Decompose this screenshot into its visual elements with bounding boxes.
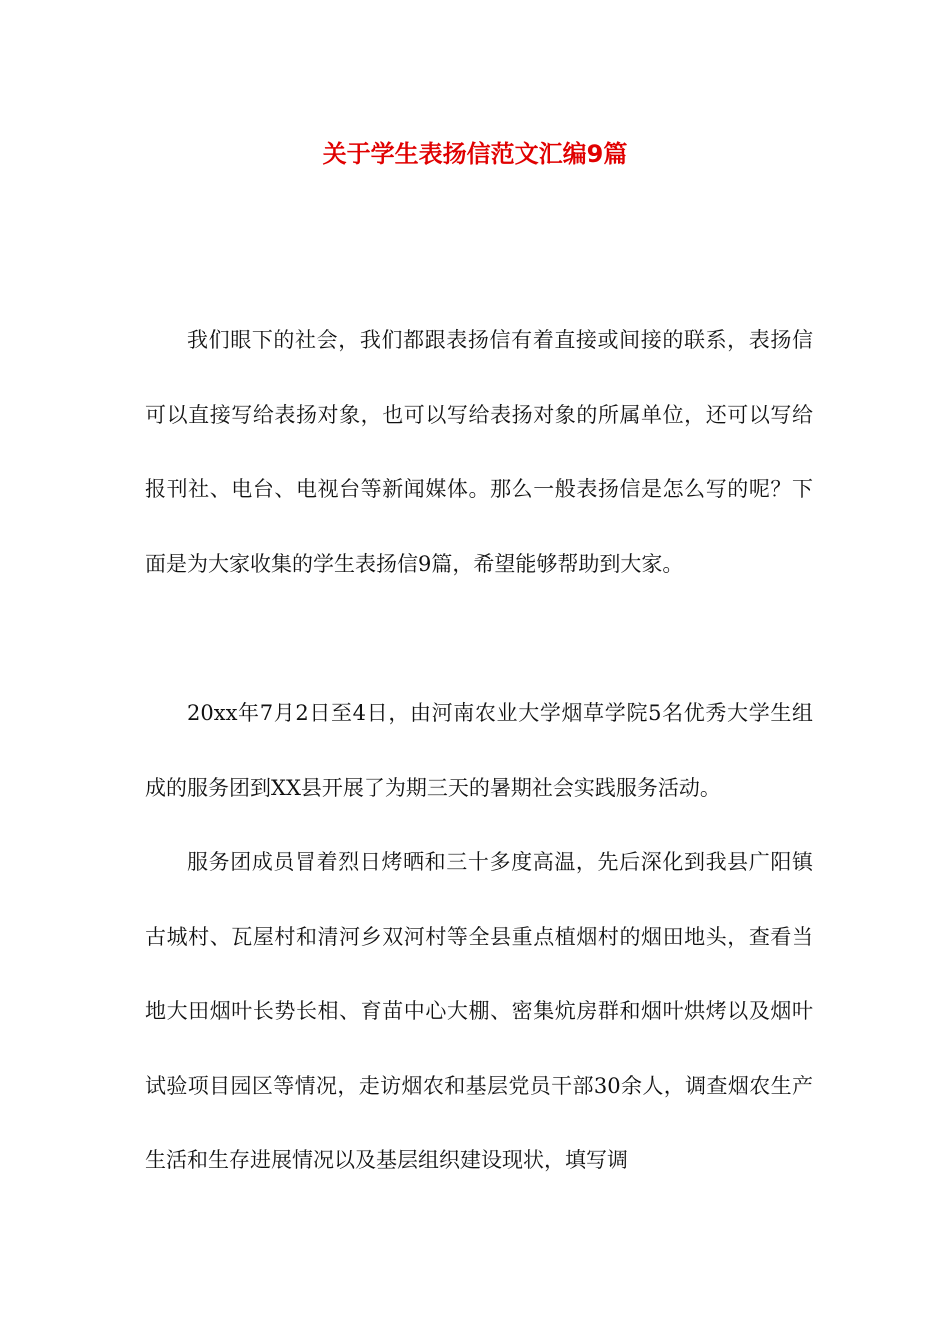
paragraph-event: 20xx年7月2日至4日，由河南农业大学烟草学院5名优秀大学生组成的服务团到XX县开展了为期三天的暑期社会实践服务活动。	[145, 701, 813, 800]
paragraph-intro: 我们眼下的社会，我们都跟表扬信有着直接或间接的联系，表扬信可以直接写给表扬对象，也可以写给表扬对象的所属单位，还可以写给报刊社、电台、电视台等新闻媒体。那么一般表扬信是怎么写的呢？下面是为大家收集的学生表扬信9篇，希望能够帮助到大家。	[145, 328, 813, 576]
document-title: 关于学生表扬信范文汇编9篇	[322, 140, 628, 168]
paragraph-activities: 服务团成员冒着烈日烤晒和三十多度高温，先后深化到我县广阳镇古城村、瓦屋村和清河乡双河村等全县重点植烟村的烟田地头，查看当地大田烟叶长势长相、育苗中心大棚、密集炕房群和烟叶烘烤以及烟叶试验项目园区等情况，走访烟农和基层党员干部30余人，调查烟农生产生活和生存进展情况以及基层组织建设现状，填写调	[145, 850, 813, 1173]
